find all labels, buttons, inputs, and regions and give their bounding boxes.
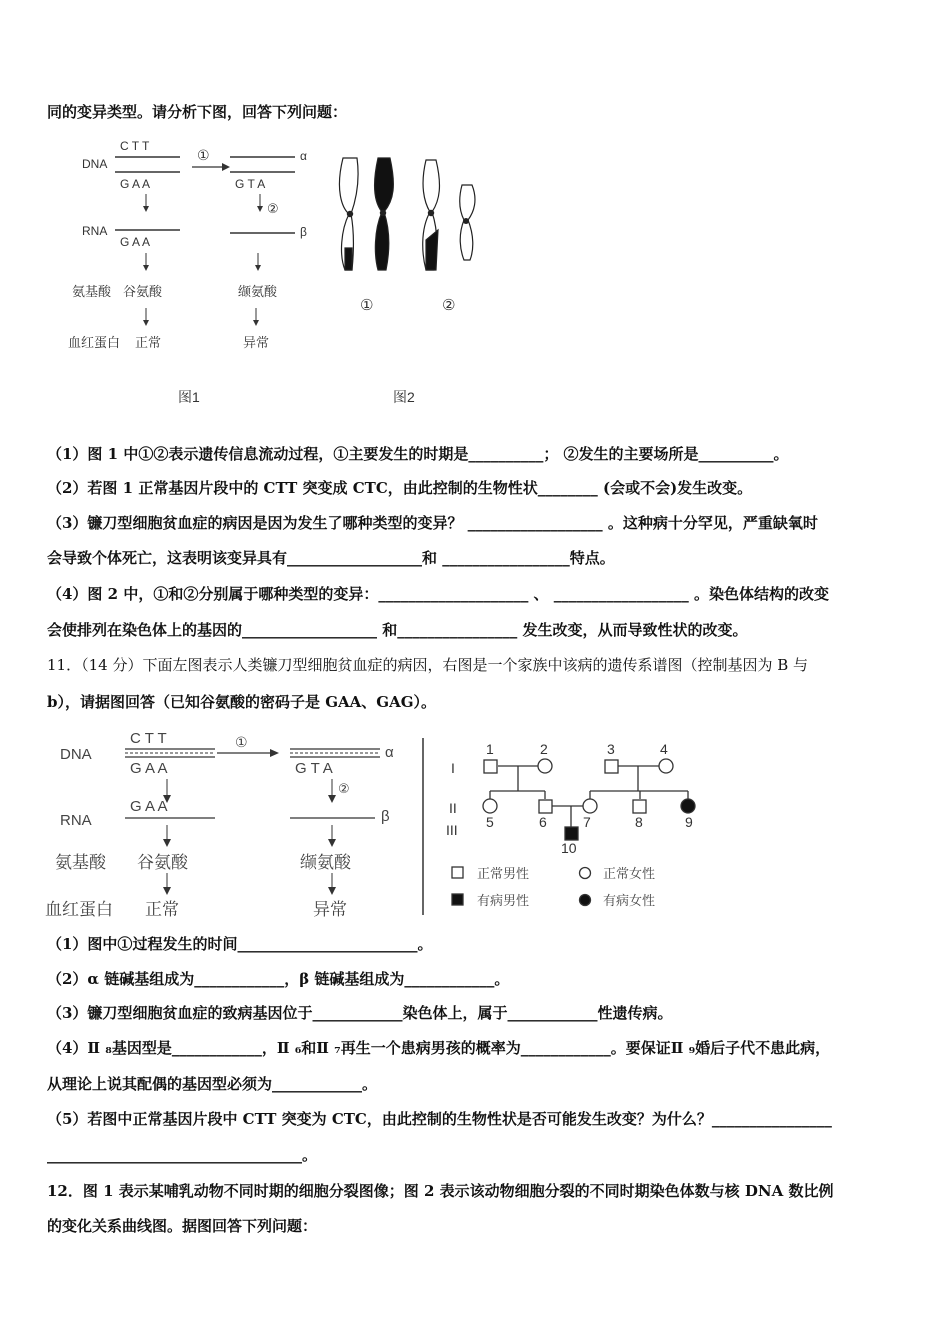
- fig3-dna-label: DNA: [60, 746, 92, 763]
- fig3-hb-normal: 正常: [145, 900, 179, 919]
- fig3-aa-normal: 谷氨酸: [137, 853, 188, 872]
- fig1-dna-top: C T T: [120, 139, 150, 153]
- q12-line-2: 的变化关系曲线图。据图回答下列问题：: [47, 1217, 318, 1235]
- fig2-chrom1: ①: [360, 297, 374, 314]
- figure-pedigree: [45, 723, 705, 923]
- fig1-hb-label: 血红蛋白: [68, 335, 121, 350]
- ped-n10: 10: [561, 840, 577, 856]
- q11-header-2: b），请据图回答（已知谷氨酸的密码子是 GAA、GAG）。: [47, 693, 437, 711]
- legend-affected-female: 有病女性: [603, 893, 656, 908]
- fig3-aa-label: 氨基酸: [55, 853, 106, 872]
- fig1-aa-label: 氨基酸: [72, 284, 112, 299]
- ped-individual-1: [484, 760, 497, 773]
- ped-n8: 8: [635, 814, 643, 830]
- q10-line-2: （2）若图 1 正常基因片段中的 CTT 突变成 CTC，由此控制的生物性状________ (会或不会)发生改变。: [47, 479, 753, 497]
- fig1-dna-bottom: G A A: [120, 177, 151, 191]
- ped-individual-6: [539, 800, 552, 813]
- q11-header-1: 11．（14 分）下面左图表示人类镰刀型细胞贫血症的病因，右图是一个家族中该病的遗传系谱图（控制基因为 B 与: [47, 656, 809, 674]
- fig1-step1: ①: [197, 147, 210, 163]
- fig3-hb-mut: 异常: [313, 900, 347, 919]
- fig1-alpha: α: [300, 149, 307, 163]
- fig1-rna-codon: G A A: [120, 235, 151, 249]
- figure-1-2: [60, 130, 500, 415]
- ped-n5: 5: [486, 814, 494, 830]
- fig1-step2: ②: [267, 201, 279, 216]
- q10-line-6: 会使排列在染色体上的基因的__________________ 和________________ 发生改变，从而导致性状的改变。: [47, 621, 748, 639]
- ped-n9: 9: [685, 814, 693, 830]
- legend-affected-male-symbol: [452, 894, 463, 905]
- q10-line-4: 会导致个体死亡，这表明该变异具有__________________和 _________________特点。: [47, 549, 615, 567]
- ped-n6: 6: [539, 814, 547, 830]
- ped-individual-5: [483, 799, 497, 813]
- q10-line-3: （3）镰刀型细胞贫血症的病因是因为发生了哪种类型的变异？ __________________ 。这种病十分罕见，严重缺氧时: [47, 514, 818, 532]
- fig1-mut-bottom: G T A: [235, 177, 266, 191]
- ped-individual-2: [538, 759, 552, 773]
- ped-individual-7: [583, 799, 597, 813]
- q11-line-7: __________________________________。: [47, 1146, 318, 1164]
- q11-line-4: （4）Ⅱ ₈基因型是____________，Ⅱ ₆和Ⅱ ₇再生一个患病男孩的概率为____________。要保证Ⅱ ₉婚后子代不患此病，: [47, 1039, 831, 1057]
- ped-gen3: III: [446, 822, 458, 838]
- ped-n4: 4: [660, 741, 668, 757]
- fig3-rna-codon: G A A: [130, 798, 168, 815]
- legend-normal-female: 正常女性: [603, 866, 656, 881]
- legend-affected-male: 有病男性: [477, 893, 530, 908]
- fig3-alpha: α: [385, 744, 394, 761]
- q10-line-1: （1）图 1 中①②表示遗传信息流动过程，①主要发生的时期是__________； ②发生的主要场所是__________。: [47, 445, 789, 463]
- ped-individual-9: [681, 799, 695, 813]
- q11-line-2: （2）α 链碱基组成为____________，β 链碱基组成为____________。: [47, 970, 510, 988]
- ped-n7: 7: [583, 814, 591, 830]
- fig3-hb-label: 血红蛋白: [45, 900, 113, 919]
- fig3-step1: ①: [235, 734, 248, 750]
- fig2-chrom2: ②: [442, 297, 456, 314]
- ped-individual-3: [605, 760, 618, 773]
- fig3-dna-bottom: G A A: [130, 760, 168, 777]
- ped-individual-8: [633, 800, 646, 813]
- ped-n1: 1: [486, 741, 494, 757]
- ped-individual-4: [659, 759, 673, 773]
- fig1-beta: β: [300, 225, 307, 239]
- fig3-mut-bottom: G T A: [295, 760, 333, 777]
- q11-line-5: 从理论上说其配偶的基因型必须为____________。: [47, 1075, 378, 1093]
- fig1-aa-normal: 谷氨酸: [123, 284, 163, 299]
- fig2-caption: 图2: [393, 389, 415, 405]
- q11-line-1: （1）图中①过程发生的时间________________________。: [47, 935, 433, 953]
- ped-gen2: II: [449, 800, 457, 816]
- q11-line-3: （3）镰刀型细胞贫血症的致病基因位于____________染色体上，属于____________性遗传病。: [47, 1004, 673, 1022]
- ped-individual-10: [565, 827, 578, 840]
- q11-line-6: （5）若图中正常基因片段中 CTT 突变为 CTC，由此控制的生物性状是否可能发生改变？为什么？________________: [47, 1110, 832, 1128]
- fig1-rna-label: RNA: [82, 224, 108, 238]
- q12-line-1: 12．图 1 表示某哺乳动物不同时期的细胞分裂图像；图 2 表示该动物细胞分裂的不同时期染色体数与核 DNA 数比例: [47, 1182, 834, 1200]
- fig1-aa-mut: 缬氨酸: [238, 284, 278, 299]
- ped-n2: 2: [540, 741, 548, 757]
- fig1-hb-normal: 正常: [135, 335, 162, 350]
- legend-affected-female-symbol: [580, 895, 591, 906]
- legend-normal-male: 正常男性: [477, 866, 530, 881]
- fig3-dna-top: C T T: [130, 730, 167, 747]
- intro-text: 同的变异类型。请分析下图，回答下列问题：: [47, 103, 348, 121]
- q10-line-5: （4）图 2 中，①和②分别属于哪种类型的变异：____________________ 、 __________________ 。染色体结构的改变: [47, 585, 829, 603]
- ped-gen1: I: [451, 760, 455, 776]
- fig3-aa-mut: 缬氨酸: [300, 853, 351, 872]
- legend-normal-male-symbol: [452, 867, 463, 878]
- fig3-beta: β: [381, 808, 390, 825]
- fig3-step2: ②: [338, 781, 350, 796]
- fig1-caption: 图1: [178, 389, 200, 405]
- fig1-dna-label: DNA: [82, 157, 108, 171]
- ped-n3: 3: [607, 741, 615, 757]
- fig1-hb-mut: 异常: [243, 335, 270, 350]
- fig3-rna-label: RNA: [60, 812, 92, 829]
- legend-normal-female-symbol: [580, 868, 591, 879]
